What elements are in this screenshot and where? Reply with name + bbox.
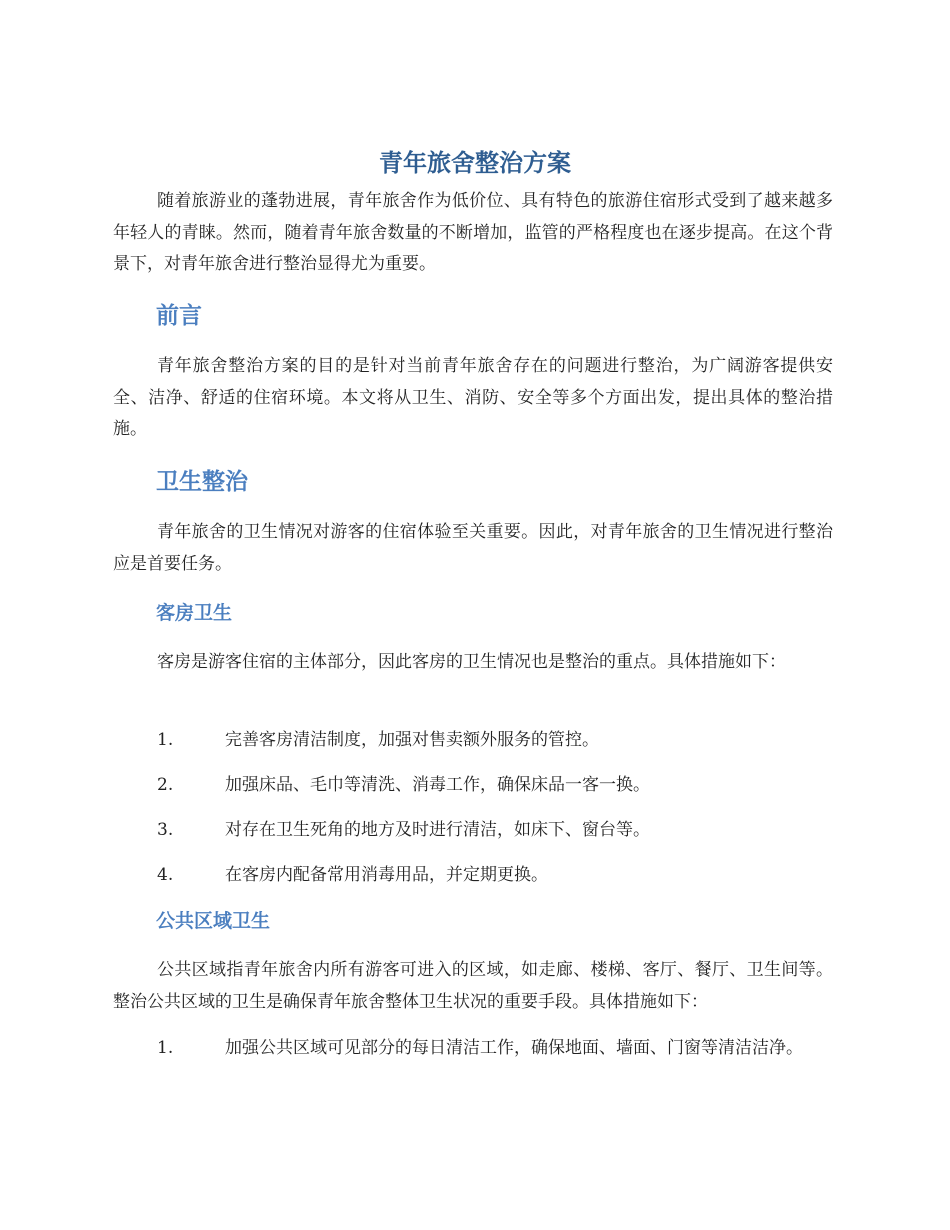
public-hygiene-paragraph: 公共区域指青年旅舍内所有游客可进入的区域，如走廊、楼梯、客厅、餐厅、卫生间等。整治公共区域的卫生是确保青年旅舍整体卫生状况的重要手段。具体措施如下： — [113, 960, 833, 1012]
list-item-text: 加强公共区域可见部分的每日清洁工作，确保地面、墙面、门窗等清洁洁净。 — [225, 1038, 803, 1058]
list-item-number: 1. — [157, 1038, 174, 1058]
subsection-heading-room-hygiene: 客房卫生 — [156, 602, 233, 624]
list-item — [157, 725, 833, 757]
section-heading-preface: 前言 — [156, 303, 202, 329]
list-item-text: 加强床品、毛巾等清洗、消毒工作，确保床品一客一换。 — [225, 775, 650, 795]
list-item-text: 完善客房清洁制度，加强对售卖额外服务的管控。 — [225, 730, 599, 750]
list-item-text: 对存在卫生死角的地方及时进行清洁，如床下、窗台等。 — [225, 820, 650, 840]
room-hygiene-paragraph: 客房是游客住宿的主体部分，因此客房的卫生情况也是整治的重点。具体措施如下： — [157, 652, 786, 672]
list-item-number: 4. — [157, 865, 174, 885]
list-item — [157, 860, 833, 892]
list-item — [157, 770, 833, 802]
list-item — [157, 1033, 833, 1065]
list-item-number: 1. — [157, 730, 174, 750]
intro-paragraph: 随着旅游业的蓬勃进展，青年旅舍作为低价位、具有特色的旅游住宿形式受到了越来越多年轻人的青睐。然而，随着青年旅舍数量的不断增加，监管的严格程度也在逐步提高。在这个背景下，对青年旅舍进行整治显得尤为重要。 — [113, 191, 833, 274]
document-title: 青年旅舍整治方案 — [379, 149, 571, 177]
list-item-number: 2. — [157, 775, 174, 795]
list-item-text: 在客房内配备常用消毒用品，并定期更换。 — [225, 865, 548, 885]
list-item-number: 3. — [157, 820, 174, 840]
preface-paragraph: 青年旅舍整治方案的目的是针对当前青年旅舍存在的问题进行整治，为广阔游客提供安全、洁净、舒适的住宿环境。本文将从卫生、消防、安全等多个方面出发，提出具体的整治措施。 — [113, 356, 833, 439]
subsection-heading-public-hygiene: 公共区域卫生 — [156, 910, 271, 932]
section-heading-hygiene: 卫生整治 — [156, 469, 248, 495]
hygiene-paragraph: 青年旅舍的卫生情况对游客的住宿体验至关重要。因此，对青年旅舍的卫生情况进行整治应是首要任务。 — [113, 522, 833, 574]
list-item — [157, 815, 833, 847]
